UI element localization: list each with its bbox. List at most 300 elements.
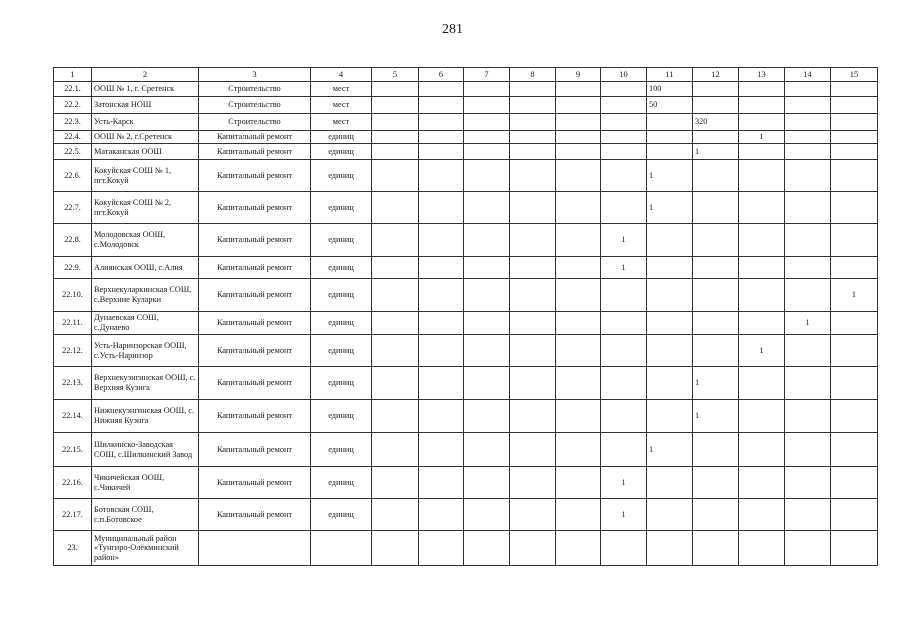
- table-row: [54, 82, 878, 97]
- value-col-6: [419, 400, 464, 433]
- value-col-10: 1: [601, 499, 647, 531]
- value-col-14: [785, 82, 831, 97]
- header-cell-2: 2: [92, 68, 199, 82]
- value-col-14: [785, 335, 831, 367]
- table-row: [54, 367, 878, 400]
- value-col-6: [419, 499, 464, 531]
- table-row: [54, 97, 878, 114]
- value-col-8: [510, 335, 556, 367]
- value-col-8: [510, 82, 556, 97]
- unit: мест: [311, 97, 372, 114]
- row-number: 22.2.: [54, 97, 92, 114]
- value-col-7: [464, 131, 510, 144]
- value-col-14: [785, 97, 831, 114]
- value-col-5: [372, 82, 419, 97]
- value-col-7: [464, 257, 510, 279]
- value-col-7: [464, 499, 510, 531]
- value-col-14: [785, 224, 831, 257]
- header-cell-11: 11: [647, 68, 693, 82]
- value-col-14: [785, 499, 831, 531]
- table-row: [54, 312, 878, 335]
- value-col-13: 1: [739, 335, 785, 367]
- value-col-15: [831, 131, 878, 144]
- value-col-11: [647, 312, 693, 335]
- header-cell-7: 7: [464, 68, 510, 82]
- table-row: [54, 192, 878, 224]
- value-col-9: [556, 531, 601, 566]
- row-number: 22.11.: [54, 312, 92, 335]
- value-col-6: [419, 97, 464, 114]
- work-type: Капитальный ремонт: [199, 160, 311, 192]
- value-col-14: [785, 279, 831, 312]
- value-col-7: [464, 531, 510, 566]
- value-col-9: [556, 400, 601, 433]
- value-col-9: [556, 312, 601, 335]
- value-col-10: 1: [601, 224, 647, 257]
- value-col-13: [739, 192, 785, 224]
- unit: единиц: [311, 192, 372, 224]
- value-col-13: [739, 160, 785, 192]
- value-col-13: [739, 224, 785, 257]
- work-type: Капитальный ремонт: [199, 467, 311, 499]
- data-table: [53, 67, 878, 566]
- value-col-8: [510, 224, 556, 257]
- value-col-12: [693, 335, 739, 367]
- value-col-15: [831, 531, 878, 566]
- page-number: 281: [442, 22, 463, 37]
- value-col-8: [510, 433, 556, 467]
- value-col-15: [831, 192, 878, 224]
- value-col-12: [693, 160, 739, 192]
- value-col-15: [831, 257, 878, 279]
- value-col-15: [831, 433, 878, 467]
- header-cell-6: 6: [419, 68, 464, 82]
- table-row: [54, 224, 878, 257]
- value-col-15: [831, 335, 878, 367]
- value-col-12: 1: [693, 367, 739, 400]
- unit: единиц: [311, 467, 372, 499]
- value-col-7: [464, 400, 510, 433]
- value-col-10: [601, 82, 647, 97]
- value-col-13: [739, 279, 785, 312]
- work-type: Капитальный ремонт: [199, 335, 311, 367]
- object-name: Усть-Наринзорская ООШ, с.Усть-Наринзор: [92, 335, 199, 367]
- table-row: [54, 499, 878, 531]
- table-row: [54, 114, 878, 131]
- value-col-15: [831, 367, 878, 400]
- value-col-11: 1: [647, 192, 693, 224]
- value-col-15: [831, 82, 878, 97]
- value-col-14: [785, 400, 831, 433]
- work-type: Строительство: [199, 97, 311, 114]
- table-row: [54, 400, 878, 433]
- value-col-7: [464, 114, 510, 131]
- value-col-7: [464, 312, 510, 335]
- object-name: Верхнекуэнгинская ООШ, с. Верхняя Куэнга: [92, 367, 199, 400]
- header-cell-5: 5: [372, 68, 419, 82]
- value-col-5: [372, 335, 419, 367]
- value-col-6: [419, 279, 464, 312]
- row-number: 22.14.: [54, 400, 92, 433]
- value-col-9: [556, 192, 601, 224]
- value-col-12: [693, 257, 739, 279]
- value-col-12: [693, 467, 739, 499]
- value-col-10: 1: [601, 257, 647, 279]
- unit: единиц: [311, 144, 372, 160]
- value-col-12: [693, 279, 739, 312]
- value-col-6: [419, 312, 464, 335]
- header-cell-8: 8: [510, 68, 556, 82]
- value-col-12: [693, 531, 739, 566]
- value-col-11: [647, 367, 693, 400]
- work-type: Капитальный ремонт: [199, 499, 311, 531]
- table-row: [54, 433, 878, 467]
- value-col-10: [601, 531, 647, 566]
- row-number: 22.5.: [54, 144, 92, 160]
- value-col-13: [739, 312, 785, 335]
- value-col-9: [556, 279, 601, 312]
- value-col-13: [739, 257, 785, 279]
- work-type: Капитальный ремонт: [199, 131, 311, 144]
- value-col-9: [556, 335, 601, 367]
- value-col-10: [601, 114, 647, 131]
- object-name: Чикичейская ООШ, с.Чикичей: [92, 467, 199, 499]
- row-number: 22.15.: [54, 433, 92, 467]
- value-col-13: [739, 114, 785, 131]
- value-col-5: [372, 144, 419, 160]
- value-col-5: [372, 531, 419, 566]
- value-col-6: [419, 367, 464, 400]
- object-name: Верхнекуларкинская СОШ, с.Верхние Куларки: [92, 279, 199, 312]
- value-col-15: [831, 224, 878, 257]
- unit: единиц: [311, 335, 372, 367]
- header-cell-9: 9: [556, 68, 601, 82]
- object-name: Молодовская ООШ, с.Молодовск: [92, 224, 199, 257]
- value-col-7: [464, 367, 510, 400]
- unit: единиц: [311, 499, 372, 531]
- value-col-8: [510, 131, 556, 144]
- value-col-10: [601, 400, 647, 433]
- work-type: Капитальный ремонт: [199, 224, 311, 257]
- row-number: 22.13.: [54, 367, 92, 400]
- work-type: [199, 531, 311, 566]
- table-row: [54, 335, 878, 367]
- object-name: Матаканская ООШ: [92, 144, 199, 160]
- value-col-7: [464, 467, 510, 499]
- row-number: 22.7.: [54, 192, 92, 224]
- work-type: Капитальный ремонт: [199, 367, 311, 400]
- value-col-7: [464, 335, 510, 367]
- row-number: 22.12.: [54, 335, 92, 367]
- unit: единиц: [311, 279, 372, 312]
- row-number: 22.6.: [54, 160, 92, 192]
- object-name: Кокуйская СОШ № 2, пгт.Кокуй: [92, 192, 199, 224]
- value-col-8: [510, 467, 556, 499]
- value-col-7: [464, 279, 510, 312]
- value-col-15: [831, 97, 878, 114]
- value-col-8: [510, 367, 556, 400]
- value-col-5: [372, 114, 419, 131]
- value-col-14: [785, 144, 831, 160]
- value-col-7: [464, 82, 510, 97]
- value-col-6: [419, 160, 464, 192]
- value-col-15: [831, 467, 878, 499]
- value-col-8: [510, 499, 556, 531]
- work-type: Капитальный ремонт: [199, 144, 311, 160]
- work-type: Капитальный ремонт: [199, 192, 311, 224]
- row-number: 22.3.: [54, 114, 92, 131]
- table-row: [54, 160, 878, 192]
- object-name: Кокуйская СОШ № 1, пгт.Кокуй: [92, 160, 199, 192]
- value-col-5: [372, 279, 419, 312]
- value-col-9: [556, 224, 601, 257]
- unit: единиц: [311, 131, 372, 144]
- value-col-11: [647, 131, 693, 144]
- value-col-5: [372, 192, 419, 224]
- work-type: Капитальный ремонт: [199, 433, 311, 467]
- value-col-14: [785, 531, 831, 566]
- row-number: 22.10.: [54, 279, 92, 312]
- value-col-15: 1: [831, 279, 878, 312]
- row-number: 22.8.: [54, 224, 92, 257]
- value-col-5: [372, 160, 419, 192]
- object-name: Алиянская ООШ, с.Алия: [92, 257, 199, 279]
- value-col-10: [601, 312, 647, 335]
- value-col-11: [647, 257, 693, 279]
- value-col-9: [556, 433, 601, 467]
- value-col-11: [647, 499, 693, 531]
- value-col-13: [739, 499, 785, 531]
- value-col-9: [556, 467, 601, 499]
- value-col-12: [693, 82, 739, 97]
- value-col-9: [556, 367, 601, 400]
- header-row: [54, 68, 878, 82]
- value-col-11: 100: [647, 82, 693, 97]
- value-col-9: [556, 499, 601, 531]
- object-name: Ботовская СОШ, с.п.Ботовское: [92, 499, 199, 531]
- value-col-13: 1: [739, 131, 785, 144]
- value-col-12: [693, 499, 739, 531]
- header-cell-1: 1: [54, 68, 92, 82]
- value-col-12: [693, 97, 739, 114]
- value-col-14: [785, 114, 831, 131]
- value-col-11: [647, 400, 693, 433]
- value-col-14: [785, 160, 831, 192]
- unit: единиц: [311, 433, 372, 467]
- value-col-13: [739, 400, 785, 433]
- table-row: [54, 144, 878, 160]
- value-col-6: [419, 433, 464, 467]
- value-col-15: [831, 160, 878, 192]
- value-col-5: [372, 131, 419, 144]
- object-name: ООШ № 2, г.Сретенск: [92, 131, 199, 144]
- value-col-8: [510, 257, 556, 279]
- unit: единиц: [311, 257, 372, 279]
- unit: единиц: [311, 367, 372, 400]
- value-col-5: [372, 499, 419, 531]
- value-col-13: [739, 467, 785, 499]
- header-cell-12: 12: [693, 68, 739, 82]
- value-col-6: [419, 257, 464, 279]
- value-col-12: [693, 192, 739, 224]
- unit: единиц: [311, 224, 372, 257]
- row-number: 22.16.: [54, 467, 92, 499]
- value-col-15: [831, 499, 878, 531]
- table-row: [54, 531, 878, 566]
- value-col-9: [556, 160, 601, 192]
- value-col-10: [601, 131, 647, 144]
- value-col-14: [785, 433, 831, 467]
- value-col-5: [372, 433, 419, 467]
- value-col-11: 50: [647, 97, 693, 114]
- value-col-15: [831, 144, 878, 160]
- value-col-9: [556, 82, 601, 97]
- value-col-13: [739, 97, 785, 114]
- table-row: [54, 467, 878, 499]
- value-col-12: 1: [693, 400, 739, 433]
- unit: мест: [311, 114, 372, 131]
- value-col-7: [464, 433, 510, 467]
- value-col-9: [556, 144, 601, 160]
- value-col-11: [647, 224, 693, 257]
- value-col-8: [510, 531, 556, 566]
- object-name: Шилкинско-Заводская СОШ, с.Шилкинский Завод: [92, 433, 199, 467]
- header-cell-15: 15: [831, 68, 878, 82]
- value-col-12: [693, 131, 739, 144]
- value-col-7: [464, 192, 510, 224]
- value-col-8: [510, 144, 556, 160]
- unit: единиц: [311, 400, 372, 433]
- value-col-15: [831, 400, 878, 433]
- value-col-11: [647, 335, 693, 367]
- value-col-12: 1: [693, 144, 739, 160]
- value-col-8: [510, 400, 556, 433]
- value-col-11: [647, 531, 693, 566]
- value-col-14: [785, 467, 831, 499]
- object-name: Усть-Карск: [92, 114, 199, 131]
- object-name: Затонская НОШ: [92, 97, 199, 114]
- value-col-8: [510, 192, 556, 224]
- value-col-10: [601, 367, 647, 400]
- value-col-11: 1: [647, 160, 693, 192]
- value-col-11: [647, 279, 693, 312]
- row-number: 22.1.: [54, 82, 92, 97]
- value-col-9: [556, 97, 601, 114]
- row-number: 22.9.: [54, 257, 92, 279]
- value-col-7: [464, 224, 510, 257]
- work-type: Капитальный ремонт: [199, 279, 311, 312]
- value-col-9: [556, 114, 601, 131]
- value-col-11: [647, 114, 693, 131]
- value-col-12: 320: [693, 114, 739, 131]
- value-col-13: [739, 82, 785, 97]
- value-col-8: [510, 114, 556, 131]
- value-col-5: [372, 312, 419, 335]
- value-col-6: [419, 224, 464, 257]
- value-col-12: [693, 312, 739, 335]
- value-col-10: [601, 144, 647, 160]
- value-col-6: [419, 335, 464, 367]
- value-col-5: [372, 224, 419, 257]
- header-cell-4: 4: [311, 68, 372, 82]
- value-col-9: [556, 257, 601, 279]
- value-col-6: [419, 467, 464, 499]
- value-col-6: [419, 82, 464, 97]
- object-name: Муниципальный район «Тунгиро-Олёкминский район»: [92, 531, 199, 566]
- value-col-8: [510, 160, 556, 192]
- value-col-15: [831, 312, 878, 335]
- value-col-10: [601, 160, 647, 192]
- value-col-14: [785, 131, 831, 144]
- value-col-6: [419, 144, 464, 160]
- header-cell-14: 14: [785, 68, 831, 82]
- value-col-7: [464, 160, 510, 192]
- value-col-5: [372, 367, 419, 400]
- value-col-6: [419, 192, 464, 224]
- value-col-10: 1: [601, 467, 647, 499]
- object-name: Дунаевская СОШ, с.Дунаево: [92, 312, 199, 335]
- value-col-13: [739, 433, 785, 467]
- value-col-5: [372, 97, 419, 114]
- value-col-14: [785, 367, 831, 400]
- unit: единиц: [311, 160, 372, 192]
- row-number: 22.17.: [54, 499, 92, 531]
- value-col-8: [510, 312, 556, 335]
- table-row: [54, 257, 878, 279]
- value-col-14: [785, 257, 831, 279]
- work-type: Строительство: [199, 82, 311, 97]
- value-col-13: [739, 531, 785, 566]
- unit: [311, 531, 372, 566]
- table-row: [54, 131, 878, 144]
- value-col-11: [647, 144, 693, 160]
- object-name: Нижнекуэнгинская ООШ, с. Нижняя Куэнга: [92, 400, 199, 433]
- value-col-13: [739, 367, 785, 400]
- value-col-8: [510, 97, 556, 114]
- value-col-11: [647, 467, 693, 499]
- value-col-6: [419, 131, 464, 144]
- value-col-5: [372, 400, 419, 433]
- work-type: Капитальный ремонт: [199, 312, 311, 335]
- value-col-10: [601, 335, 647, 367]
- header-cell-3: 3: [199, 68, 311, 82]
- header-cell-13: 13: [739, 68, 785, 82]
- value-col-5: [372, 257, 419, 279]
- object-name: ООШ № 1, г. Сретенск: [92, 82, 199, 97]
- value-col-12: [693, 433, 739, 467]
- value-col-10: [601, 192, 647, 224]
- value-col-12: [693, 224, 739, 257]
- value-col-13: [739, 144, 785, 160]
- value-col-10: [601, 279, 647, 312]
- value-col-6: [419, 114, 464, 131]
- value-col-7: [464, 97, 510, 114]
- value-col-9: [556, 131, 601, 144]
- row-number: 22.4.: [54, 131, 92, 144]
- value-col-6: [419, 531, 464, 566]
- value-col-5: [372, 467, 419, 499]
- table-row: [54, 279, 878, 312]
- value-col-11: 1: [647, 433, 693, 467]
- header-cell-10: 10: [601, 68, 647, 82]
- value-col-10: [601, 433, 647, 467]
- value-col-15: [831, 114, 878, 131]
- row-number: 23.: [54, 531, 92, 566]
- unit: мест: [311, 82, 372, 97]
- value-col-8: [510, 279, 556, 312]
- work-type: Капитальный ремонт: [199, 257, 311, 279]
- value-col-14: [785, 192, 831, 224]
